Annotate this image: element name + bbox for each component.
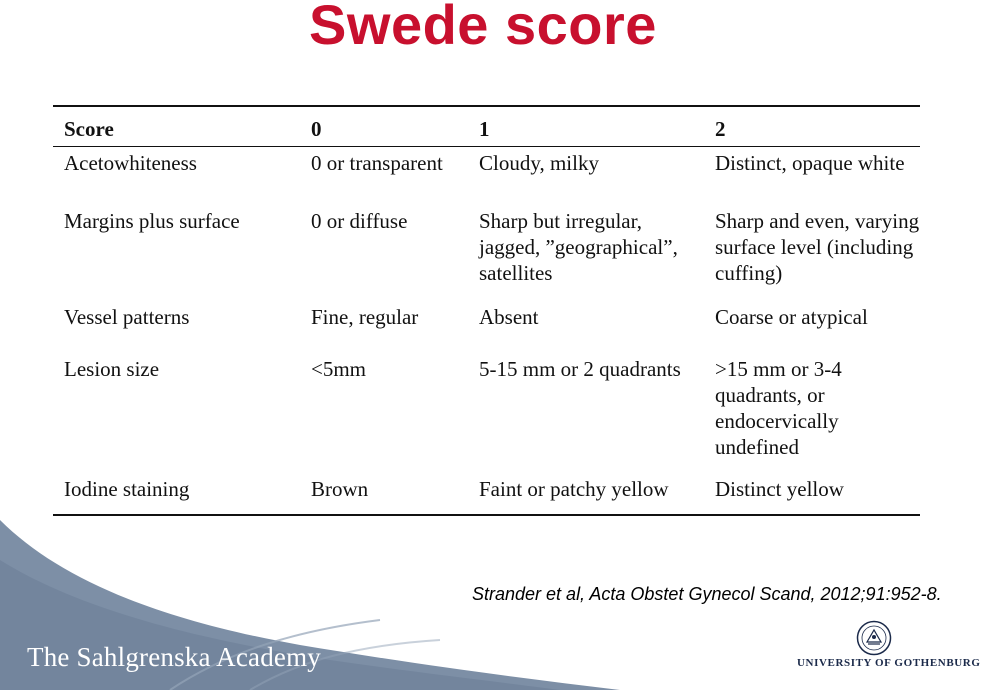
score-0-cell: Brown (311, 476, 369, 501)
score-1-cell: Faint or patchy yellow (479, 476, 669, 501)
table-row (53, 205, 920, 301)
score-1-cell: Absent (479, 304, 539, 329)
row-label: Acetowhiteness (64, 150, 197, 175)
score-1-cell: 5-15 mm or 2 quadrants (479, 356, 681, 381)
score-2-cell: Distinct, opaque white (715, 150, 905, 175)
header-score: Score (64, 117, 114, 141)
table-row (53, 146, 920, 205)
score-2-cell: Sharp and even, varying surface level (including cuffing) (715, 208, 920, 285)
sahlgrenska-academy-brand: The Sahlgrenska Academy (27, 642, 322, 672)
table-row (53, 353, 920, 473)
slide-title: Swede score (309, 0, 657, 56)
score-0-cell: Fine, regular (311, 304, 419, 329)
score-0-cell: 0 or transparent (311, 150, 443, 175)
header-2: 2 (715, 117, 726, 141)
row-label: Vessel patterns (64, 304, 190, 329)
score-2-cell: >15 mm or 3-4 quadrants, or endocervically undefined (715, 356, 842, 459)
university-of-gothenburg-brand: UNIVERSITY OF GOTHENBURG (797, 657, 981, 669)
header-1: 1 (479, 117, 490, 141)
table-header-row (53, 106, 920, 146)
row-label: Iodine staining (64, 476, 190, 501)
score-2-cell: Distinct yellow (715, 476, 844, 501)
row-label: Margins plus surface (64, 208, 240, 233)
score-1-cell: Cloudy, milky (479, 150, 599, 175)
score-0-cell: <5mm (311, 356, 367, 381)
header-0: 0 (311, 117, 322, 141)
table-row (53, 301, 920, 353)
table-row (53, 473, 920, 515)
score-1-cell: Sharp but irregular, jagged, ”geographical”, satellites (479, 208, 678, 285)
score-2-cell: Coarse or atypical (715, 304, 868, 329)
university-seal-icon (856, 620, 892, 656)
row-label: Lesion size (64, 356, 160, 381)
swede-score-table (53, 105, 920, 516)
citation-text: Strander et al, Acta Obstet Gynecol Scand, 2012;91:952-8. (472, 584, 942, 604)
score-0-cell: 0 or diffuse (311, 208, 408, 233)
